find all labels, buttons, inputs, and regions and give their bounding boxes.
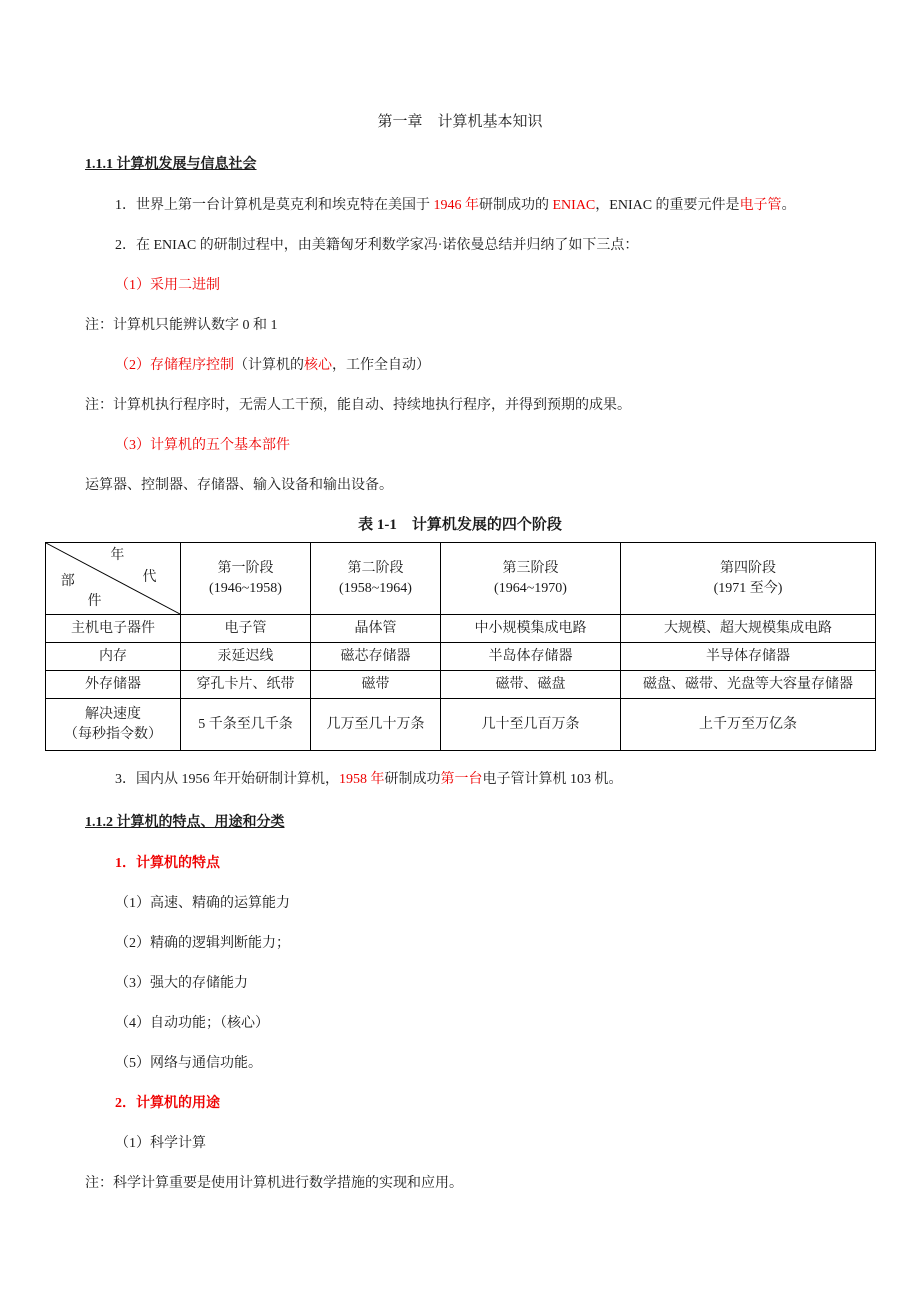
use-item-1 xyxy=(115,1133,920,1154)
section-heading-1-1-1: 1.1.1 计算机发展与信息社会 xyxy=(85,157,257,172)
table-header-row xyxy=(46,543,876,615)
note-scientific-computing xyxy=(85,1173,920,1194)
text-segment: （4）自动功能；（核心） xyxy=(115,1016,269,1031)
feature-item-4 xyxy=(115,1013,920,1034)
table-row-external-storage xyxy=(46,671,876,699)
text-segment: 电子管 xyxy=(739,198,782,213)
point-binary xyxy=(115,275,920,296)
text-segment: 1．世界上第一台计算机是莫克利和埃克特在美国于 xyxy=(115,198,434,213)
paragraph-components-list xyxy=(85,475,920,496)
text-segment: 1．计算机的特点 xyxy=(115,856,220,871)
text-segment: ，工作全自动） xyxy=(332,358,430,373)
text-segment: （2）存储程序控制 xyxy=(115,358,234,373)
row-label: 主机电子器件 xyxy=(46,615,181,643)
table-header-stage-3 xyxy=(441,543,621,615)
section-heading-1-1-2: 1.1.2 计算机的特点、用途和分类 xyxy=(85,815,285,830)
text-segment: （2）精确的逻辑判断能力； xyxy=(115,936,290,951)
stage-name: 第二阶段 xyxy=(347,560,404,576)
feature-item-5 xyxy=(115,1053,920,1074)
text-segment: 研制成功 xyxy=(384,772,441,787)
feature-item-1 xyxy=(115,893,920,914)
stage-name: 第三阶段 xyxy=(502,560,559,576)
table-caption: 表 1-1 计算机发展的四个阶段 xyxy=(358,517,562,533)
paragraph-domestic-history xyxy=(115,769,920,790)
text-segment: ，ENIAC 的重要元件是 xyxy=(595,198,740,213)
table-header-stage-2 xyxy=(311,543,441,615)
text-segment: 。 xyxy=(781,198,796,213)
text-segment: 注：计算机执行程序时，无需人工干预，能自动、持续地执行程序，并得到预期的成果。 xyxy=(85,398,631,413)
text-segment: （3）强大的存储能力 xyxy=(115,976,248,991)
table-cell: 穿孔卡片、纸带 xyxy=(181,671,311,699)
text-segment: （1）采用二进制 xyxy=(115,278,220,293)
corner-label-component: 部 xyxy=(60,574,75,590)
text-segment: 运算器、控制器、存储器、输入设备和输出设备。 xyxy=(85,478,393,493)
table-cell: 晶体管 xyxy=(311,615,441,643)
feature-item-3 xyxy=(115,973,920,994)
table-header-stage-4 xyxy=(621,543,876,615)
table-cell: 半岛体存储器 xyxy=(441,643,621,671)
table-row-speed xyxy=(46,699,876,751)
text-segment: 1946 年 xyxy=(433,198,479,213)
row-label: 外存储器 xyxy=(46,671,181,699)
text-segment: ENIAC xyxy=(552,198,596,213)
stage-years: (1964~1970) xyxy=(494,580,567,596)
page-title: 第一章 计算机基本知识 xyxy=(377,114,543,130)
text-segment: （计算机的 xyxy=(234,358,304,373)
table-cell: 5 千条至几千条 xyxy=(181,699,311,751)
text-segment: 2．在 ENIAC 的研制过程中，由美籍匈牙利数学家冯·诺依曼总结并归纳了如下三点： xyxy=(115,238,639,253)
text-segment: （1）科学计算 xyxy=(115,1136,206,1151)
text-segment: 2．计算机的用途 xyxy=(115,1096,220,1111)
table-cell: 半导体存储器 xyxy=(621,643,876,671)
table-corner-cell xyxy=(46,543,181,615)
text-segment: （1）高速、精确的运算能力 xyxy=(115,896,290,911)
corner-label-year: 年 xyxy=(110,547,125,563)
note-stored-program xyxy=(85,395,920,416)
text-segment: 第一台 xyxy=(440,772,483,787)
text-segment: （5）网络与通信功能。 xyxy=(115,1056,262,1071)
subheading-uses xyxy=(115,1093,920,1114)
stage-years: (1971 至今) xyxy=(713,580,783,596)
table-cell: 电子管 xyxy=(181,615,311,643)
text-segment: 注：计算机只能辨认数字 0 和 1 xyxy=(85,318,278,333)
corner-label-component2: 件 xyxy=(87,594,102,610)
text-segment: 电子管计算机 103 机。 xyxy=(482,772,623,787)
corner-label-year2: 代 xyxy=(142,569,157,585)
row-label-line2: （每秒指令数） xyxy=(64,726,162,742)
table-cell: 上千万至万亿条 xyxy=(621,699,876,751)
stage-years: (1958~1964) xyxy=(339,580,412,596)
table-cell: 磁芯存储器 xyxy=(311,643,441,671)
table-cell: 中小规模集成电路 xyxy=(441,615,621,643)
row-label xyxy=(46,699,181,751)
table-cell: 磁带、磁盘 xyxy=(441,671,621,699)
stage-years: (1946~1958) xyxy=(209,580,282,596)
point-stored-program xyxy=(115,355,920,376)
feature-item-2 xyxy=(115,933,920,954)
text-segment: 研制成功的 xyxy=(479,198,553,213)
table-cell: 汞延迟线 xyxy=(181,643,311,671)
note-binary xyxy=(85,315,920,336)
text-segment: 核心 xyxy=(304,358,332,373)
subheading-features xyxy=(115,853,920,874)
stage-name: 第四阶段 xyxy=(720,560,776,576)
paragraph-first-computer xyxy=(115,195,920,216)
stage-name: 第一阶段 xyxy=(217,560,274,576)
table-row-memory xyxy=(46,643,876,671)
table-cell: 磁盘、磁带、光盘等大容量存储器 xyxy=(621,671,876,699)
row-label-line1: 解决速度 xyxy=(85,706,141,722)
text-segment: （3）计算机的五个基本部件 xyxy=(115,438,290,453)
text-segment: 注：科学计算重要是使用计算机进行数学措施的实现和应用。 xyxy=(85,1176,463,1191)
point-five-components xyxy=(115,435,920,456)
table-header-stage-1 xyxy=(181,543,311,615)
table-cell: 几万至几十万条 xyxy=(311,699,441,751)
table-cell: 几十至几百万条 xyxy=(441,699,621,751)
development-stages-table xyxy=(45,542,876,751)
text-segment: 3．国内从 1956 年开始研制计算机， xyxy=(115,772,339,787)
table-row-components xyxy=(46,615,876,643)
table-cell: 大规模、超大规模集成电路 xyxy=(621,615,876,643)
text-segment: 1958 年 xyxy=(339,772,385,787)
row-label: 内存 xyxy=(46,643,181,671)
paragraph-von-neumann xyxy=(115,235,920,256)
table-cell: 磁带 xyxy=(311,671,441,699)
